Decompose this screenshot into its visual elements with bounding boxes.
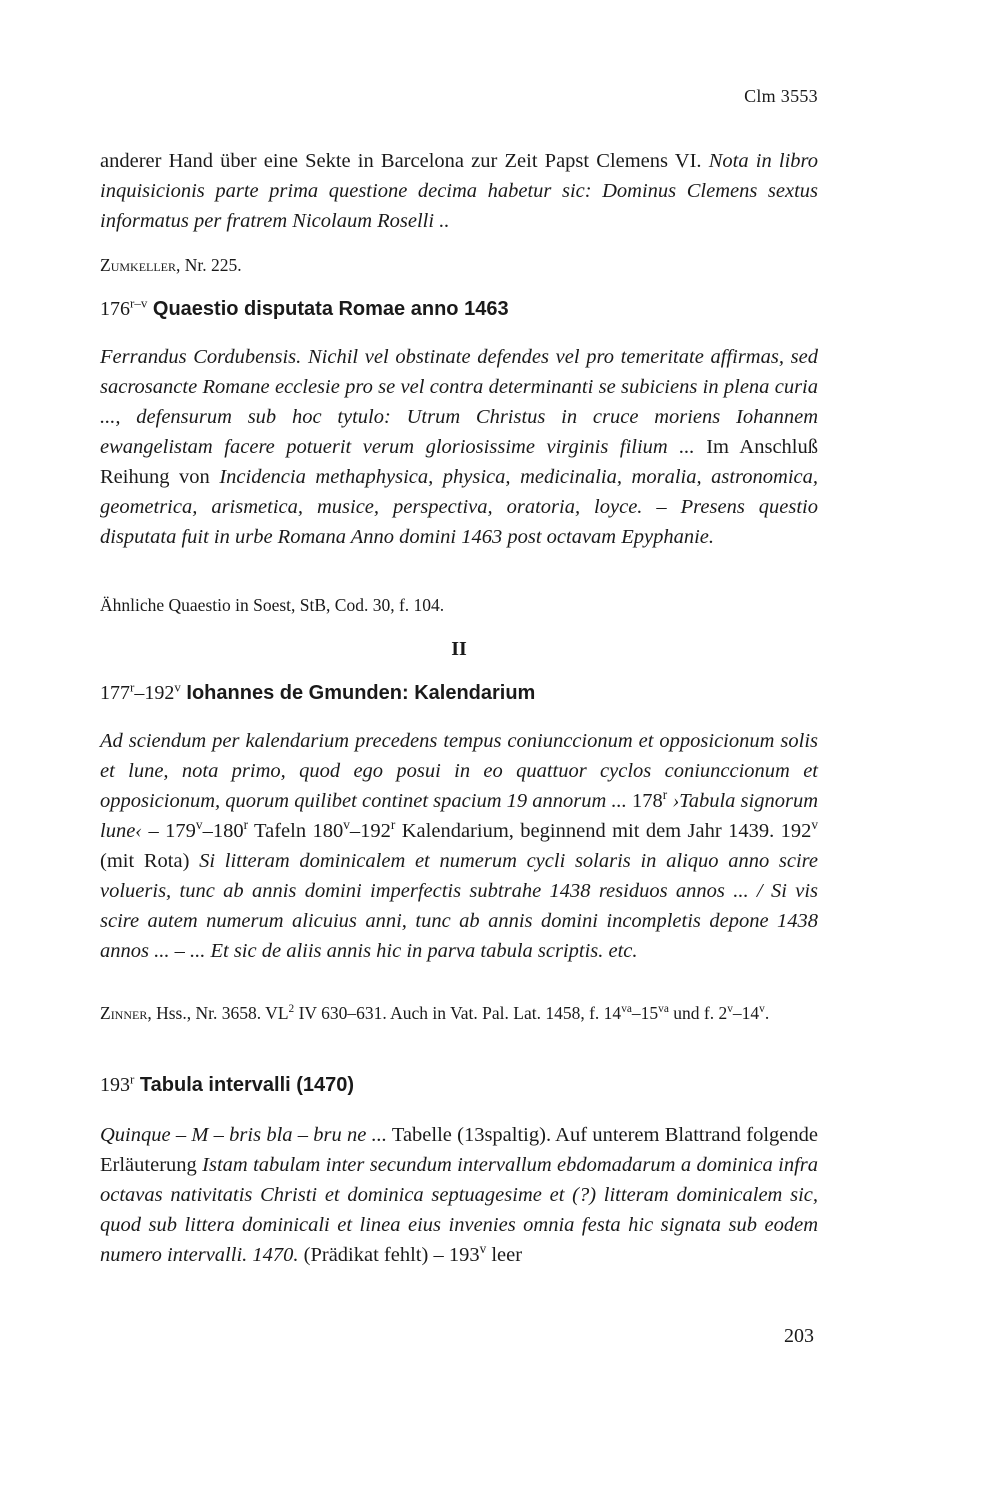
entry-title: Iohannes de Gmunden: Kalendarium: [186, 682, 536, 704]
entry-176-text: [100, 342, 818, 552]
folio-number: 176: [100, 298, 130, 320]
entry-176-reference: Ähnliche Quaestio in Soest, StB, Cod. 30, f. 104.: [100, 595, 445, 615]
entry-text: – 179: [142, 820, 196, 842]
entry-176-heading: [100, 295, 818, 321]
reference-text: –14: [732, 1003, 760, 1023]
superscript: v: [727, 1003, 733, 1016]
entry-text: Im Anschluß Reihung von: [100, 436, 819, 488]
entry-text: –192: [349, 820, 391, 842]
entry-177-heading: [100, 679, 818, 705]
superscript: va: [658, 1003, 669, 1016]
entry-text: Tabelle (13spaltig). Auf unterem Blattrand folgende Erläuterung: [100, 1124, 818, 1176]
superscript: r: [662, 787, 668, 803]
intro-italic-text: Nota in libro inquisicionis parte prima questione decima habetur sic: Dominus Clemens sextus informatus per fratrem Nicolaum Roselli ..: [100, 150, 818, 232]
page-header-shelfmark: Clm 3553: [744, 86, 818, 106]
entry-text: (Prädikat fehlt) – 193: [298, 1244, 480, 1266]
entry-italic-text: Presens questio disputata fuit in urbe Romana Anno domini 1463 post octavam Epyphanie.: [100, 496, 818, 548]
intro-text: anderer Hand über eine Sekte in Barcelona zur Zeit Papst Clemens VI.: [100, 150, 709, 172]
entry-text: (mit Rota): [100, 850, 200, 872]
section-numeral: II: [451, 638, 467, 660]
entry-193-text: [100, 1120, 818, 1270]
entry-text: –180: [202, 820, 244, 842]
entry-177-text: [100, 726, 818, 966]
entry-text: 178: [626, 790, 663, 812]
folio-number: 177: [100, 682, 130, 704]
entry-title: Tabula intervalli (1470): [139, 1074, 355, 1096]
entry-italic-text: Ferrandus Cordubensis. Nichil vel obstinate defendes vel pro temeritate affirmas, sed sacrosancte Romane ecclesie pro se vel contra determinanti se subiciens in plena curia ..., defensurum sub hoc tytulo: Utrum Christus in cruce moriens Iohannem ewangelistam facere potuerit verum gloriosissime virginis filium ...: [100, 346, 818, 458]
entry-italic-text: Istam tabulam inter secundum intervallum ebdomadarum a dominica infra octavas nativitatis Christi et dominica septuagesime et (?) litteram dominicalem sic, quod sub littera dominicali et linea eius invenies omnia festa hic signata sub eodem numero intervalli. 1470.: [100, 1154, 819, 1266]
folio-superscript: r–v: [130, 295, 148, 311]
superscript: r: [243, 817, 249, 833]
intro-paragraph: [100, 146, 818, 236]
entry-italic-text: Quinque – M – bris bla – bru ne ...: [100, 1124, 387, 1146]
superscript: v: [195, 817, 203, 833]
entry-italic-text: Incidencia methaphysica, physica, medicinalia, moralia, astronomica, geometrica, arismetica, musice, perspectiva, oratoria, loyce.: [100, 466, 819, 518]
entry-title: Quaestio disputata Romae anno 1463: [152, 298, 509, 320]
intro-reference: [100, 252, 818, 278]
entry-italic-text: Ad sciendum per kalendarium precedens tempus coniunccionum et opposicionum solis et lune, nota primo, quod ego posui in eo quattuor cyclos coniunccionum et opposicionum, quorum quilibet continet spacium 19 annorum ...: [100, 730, 818, 812]
entry-italic-text: Si litteram dominicalem et numerum cycli solaris in aliquo anno scire volueris, tunc ab annis domini imperfectis subtrahe 1438 residuos annos ... / Si vis scire autem numerum alicuius anni, tunc ab annis domini incompletis depone 1438 annos ... – ... Et sic de aliis annis hic in parva tabula scriptis. etc.: [100, 850, 818, 962]
folio-number: –192: [134, 682, 175, 704]
superscript: v: [759, 1003, 765, 1016]
reference-rest: , Nr. 225.: [176, 255, 242, 275]
entry-177-reference: [100, 1000, 818, 1026]
reference-text: –15: [631, 1003, 659, 1023]
entry-text: Tafeln 180: [248, 820, 344, 842]
reference-author: Zinner: [100, 1003, 148, 1023]
folio-superscript: v: [174, 679, 181, 695]
superscript: v: [479, 1241, 487, 1257]
page-number: 203: [784, 1325, 814, 1347]
superscript: v: [343, 817, 350, 833]
entry-italic-text: ›Tabula signorum lune‹: [100, 790, 818, 842]
reference-text: IV 630–631. Auch in Vat. Pal. Lat. 1458, f. 14: [294, 1003, 622, 1023]
entry-text: –: [642, 496, 681, 518]
reference-text: und f. 2: [668, 1003, 728, 1023]
reference-author: Zumkeller: [100, 255, 177, 275]
entry-text: Kalendarium, beginnend mit dem Jahr 1439. 192: [395, 820, 812, 842]
reference-text: .: [764, 1003, 770, 1023]
entry-text: leer: [486, 1244, 523, 1266]
reference-text: , Hss., Nr. 3658. VL: [147, 1003, 289, 1023]
folio-superscript: r: [130, 1071, 135, 1087]
folio-superscript: r: [130, 679, 135, 695]
folio-number: 193: [100, 1074, 130, 1096]
superscript: 2: [288, 1003, 295, 1016]
entry-193-heading: [100, 1071, 818, 1097]
superscript: va: [621, 1003, 632, 1016]
superscript: v: [811, 817, 818, 833]
superscript: r: [390, 817, 396, 833]
